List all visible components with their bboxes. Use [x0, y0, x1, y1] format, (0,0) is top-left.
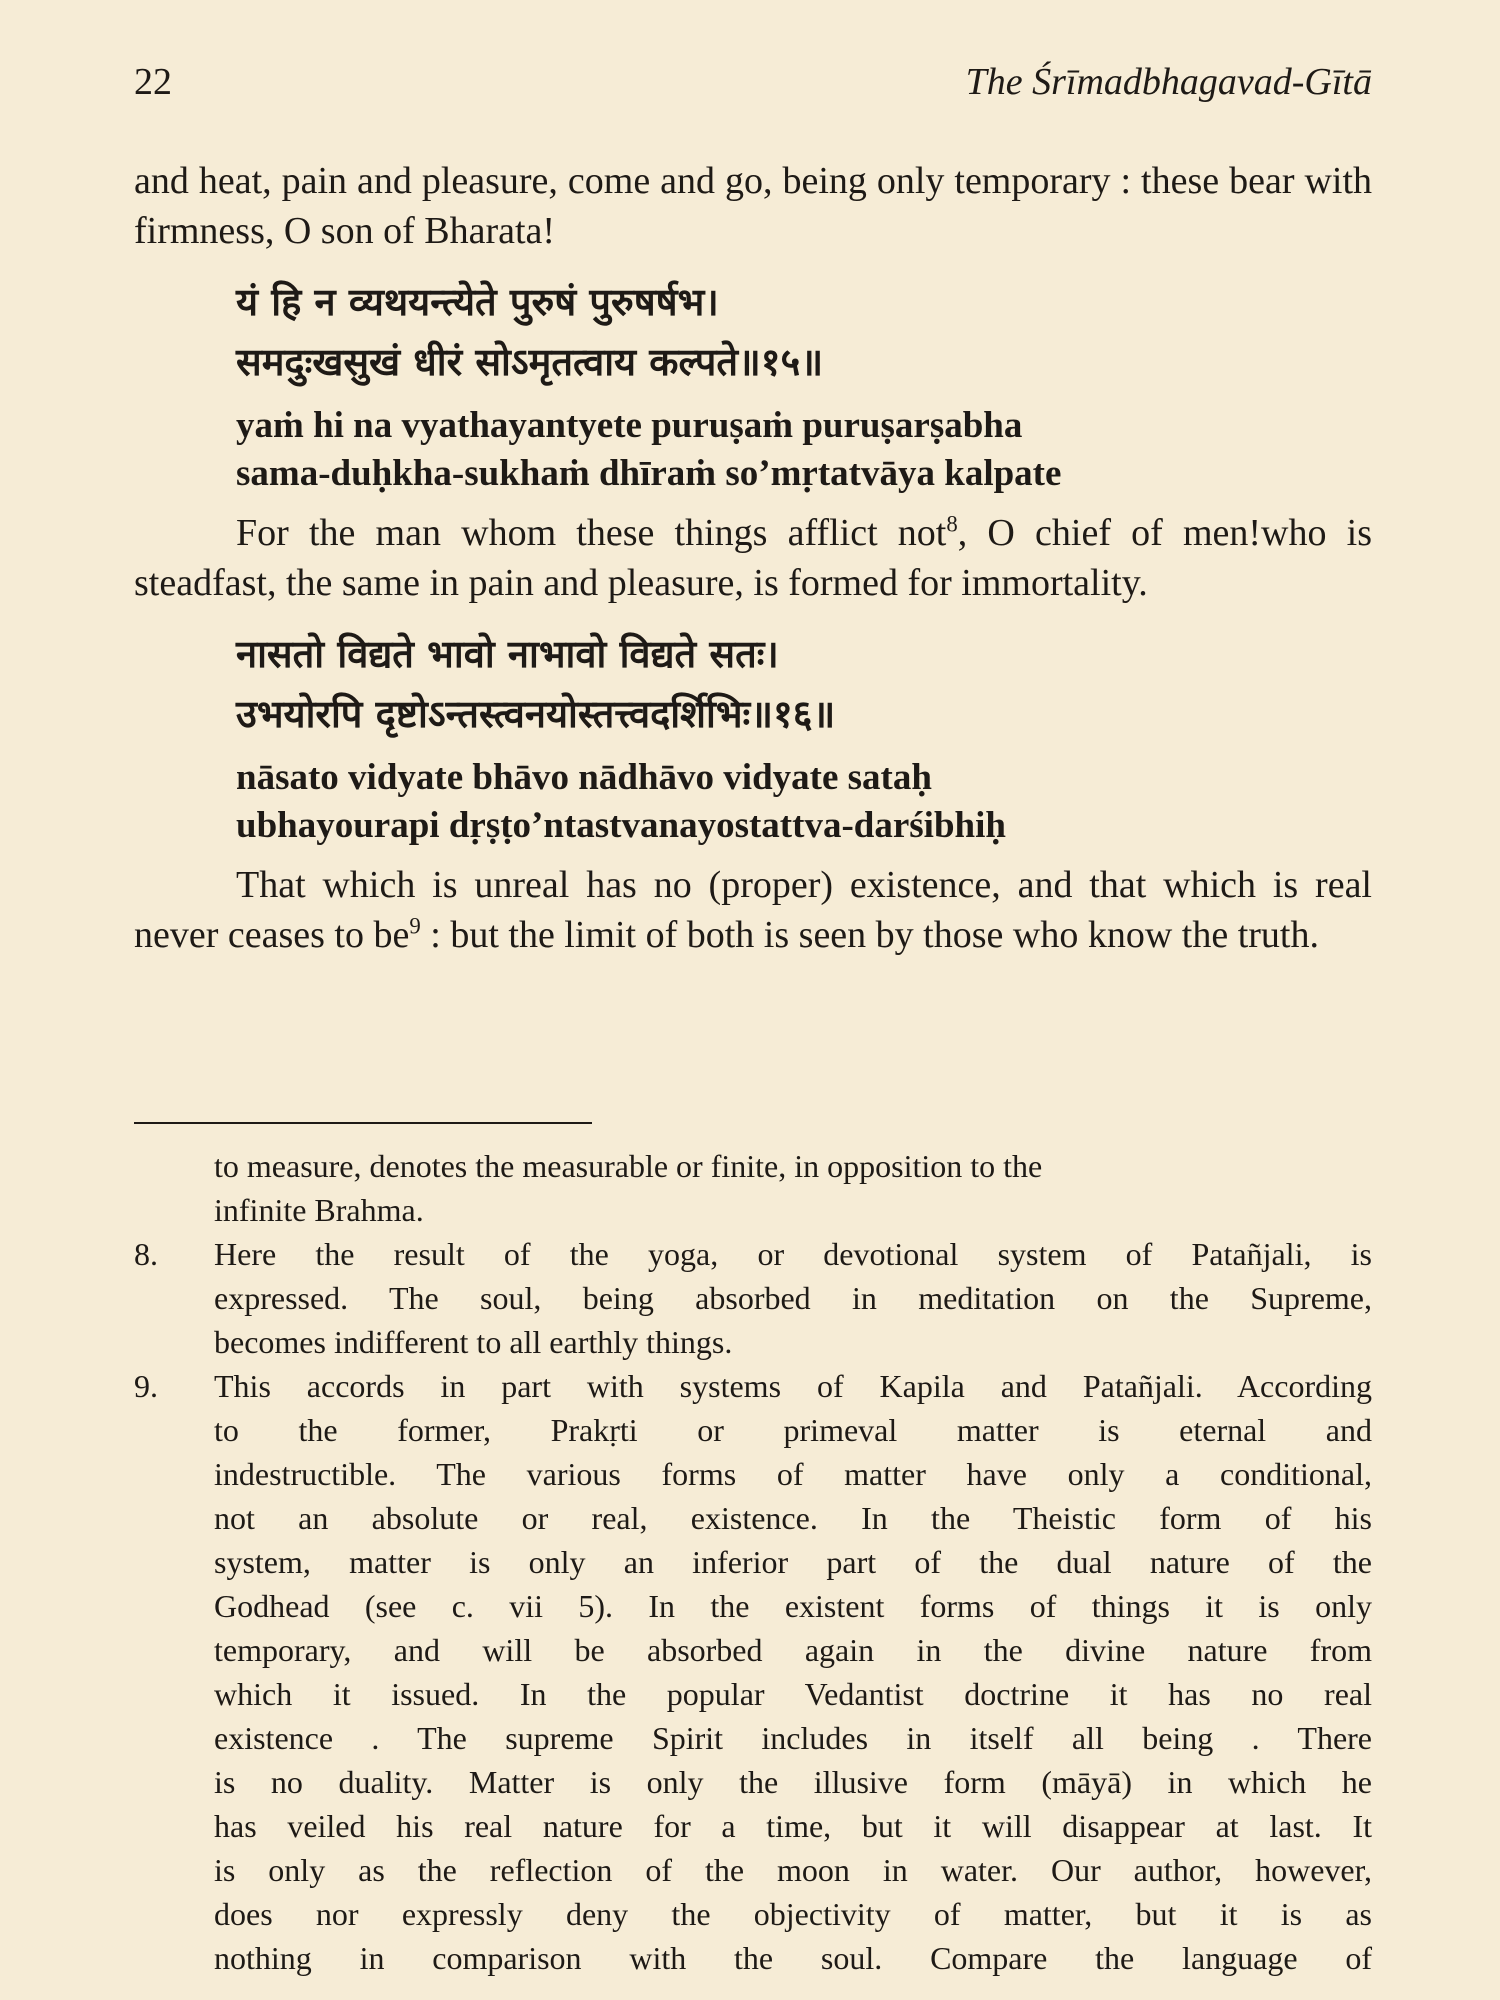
verse-16-block [236, 624, 1372, 850]
verse-16-devanagari-line-2: उभयोरपि दृष्टोऽन्तस्त्वनयोस्तत्त्वदर्शिभिः॥१६॥ [236, 692, 836, 736]
footnote-8 [134, 1232, 1372, 1364]
footnote-line: not an absolute or real, existence. In the Theistic form of his [214, 1500, 1372, 1536]
footnote-line: to measure, denotes the measurable or finite, in opposition to the [214, 1148, 1043, 1184]
footnote-line: system, matter is only an inferior part of the dual nature of the [214, 1544, 1372, 1580]
footnote-line: existence . The supreme Spirit includes in itself all being . There [214, 1720, 1372, 1756]
footnote-line: does nor expressly deny the objectivity of matter, but it is as [214, 1896, 1372, 1932]
verse-15-block [236, 272, 1372, 498]
footnote-ref-8: 8 [946, 511, 958, 537]
footnote-9-number: 9. [134, 1368, 158, 1404]
verse-16-translation [134, 860, 1372, 960]
footnote-line: has veiled his real nature for a time, but it will disappear at last. It [214, 1808, 1372, 1844]
page-header [134, 60, 1372, 110]
footnote-ref-9: 9 [409, 913, 421, 939]
verse-15-devanagari-line-2: समदुःखसुखं धीरं सोऽमृतत्वाय कल्पते॥१५॥ [236, 340, 824, 384]
footnote-line: indestructible. The various forms of matter have only a conditional, [214, 1456, 1372, 1492]
verse-16-transliteration-line-1: nāsato vidyate bhāvo nādhāvo vidyate sataḥ [236, 757, 932, 798]
footnote-line: infinite Brahma. [214, 1192, 424, 1228]
verse-16-devanagari-line-1: नासतो विद्यते भावो नाभावो विद्यते सतः। [236, 632, 779, 676]
footnote-line: is no duality. Matter is only the illusive form (māyā) in which he [214, 1764, 1372, 1800]
verse-15-translation-text-b: , O chief of men!who is steadfast, the same in pain and pleasure, is formed for immortality. [134, 512, 1372, 604]
verse-15-translation [134, 508, 1372, 608]
footnote-line: to the former, Prakṛti or primeval matter is eternal and [214, 1412, 1372, 1448]
footnote-line: Godhead (see c. vii 5). In the existent forms of things it is only [214, 1588, 1372, 1624]
footnote-line: Here the result of the yoga, or devotional system of Patañjali, is [214, 1236, 1372, 1272]
verse-15-transliteration-line-1: yaṁ hi na vyathayantyete puruṣaṁ puruṣarṣabha [236, 405, 1023, 446]
verse-16-translation-text-b: : but the limit of both is seen by those who know the truth. [420, 914, 1319, 956]
verse-15-translation-text-a: For the man whom these things afflict not [236, 512, 947, 554]
footnote-9 [134, 1364, 1372, 1980]
footnote-line: which it issued. In the popular Vedantist doctrine it has no real [214, 1676, 1372, 1712]
footnote-line: is only as the reflection of the moon in water. Our author, however, [214, 1852, 1372, 1888]
footnote-continuation [134, 1144, 1372, 1232]
footnotes [134, 1144, 1372, 1980]
verse-15-devanagari-line-1: यं हि न व्यथयन्त्येते पुरुषं पुरुषर्षभ। [236, 280, 719, 324]
footnote-line: This accords in part with systems of Kapila and Patañjali. According [214, 1368, 1372, 1404]
verse-16-translation-text-a: That which is unreal has no (proper) existence, and that which is real never ceases to be [134, 864, 1372, 956]
main-text [134, 156, 1372, 960]
verse-16-transliteration-line-2: ubhayourapi dṛṣṭo’ntastvanayostattva-darśibhiḥ [236, 805, 1006, 846]
footnote-8-number: 8. [134, 1236, 158, 1272]
running-title: The Śrīmadbhagavad-Gītā [965, 61, 1372, 103]
footnote-separator-rule [134, 1122, 592, 1124]
verse-15-transliteration-line-2: sama-duḥkha-sukhaṁ dhīraṁ so’mṛtatvāya kalpate [236, 453, 1062, 494]
footnote-line: temporary, and will be absorbed again in the divine nature from [214, 1632, 1372, 1668]
footnote-line: becomes indifferent to all earthly things. [214, 1324, 733, 1360]
footnote-line: expressed. The soul, being absorbed in meditation on the Supreme, [214, 1280, 1372, 1316]
opening-paragraph: and heat, pain and pleasure, come and go, being only temporary : these bear with firmness, O son of Bharata! [134, 160, 1372, 252]
footnote-line: nothing in comparison with the soul. Compare the language of [214, 1940, 1372, 1976]
page-number: 22 [134, 61, 172, 103]
